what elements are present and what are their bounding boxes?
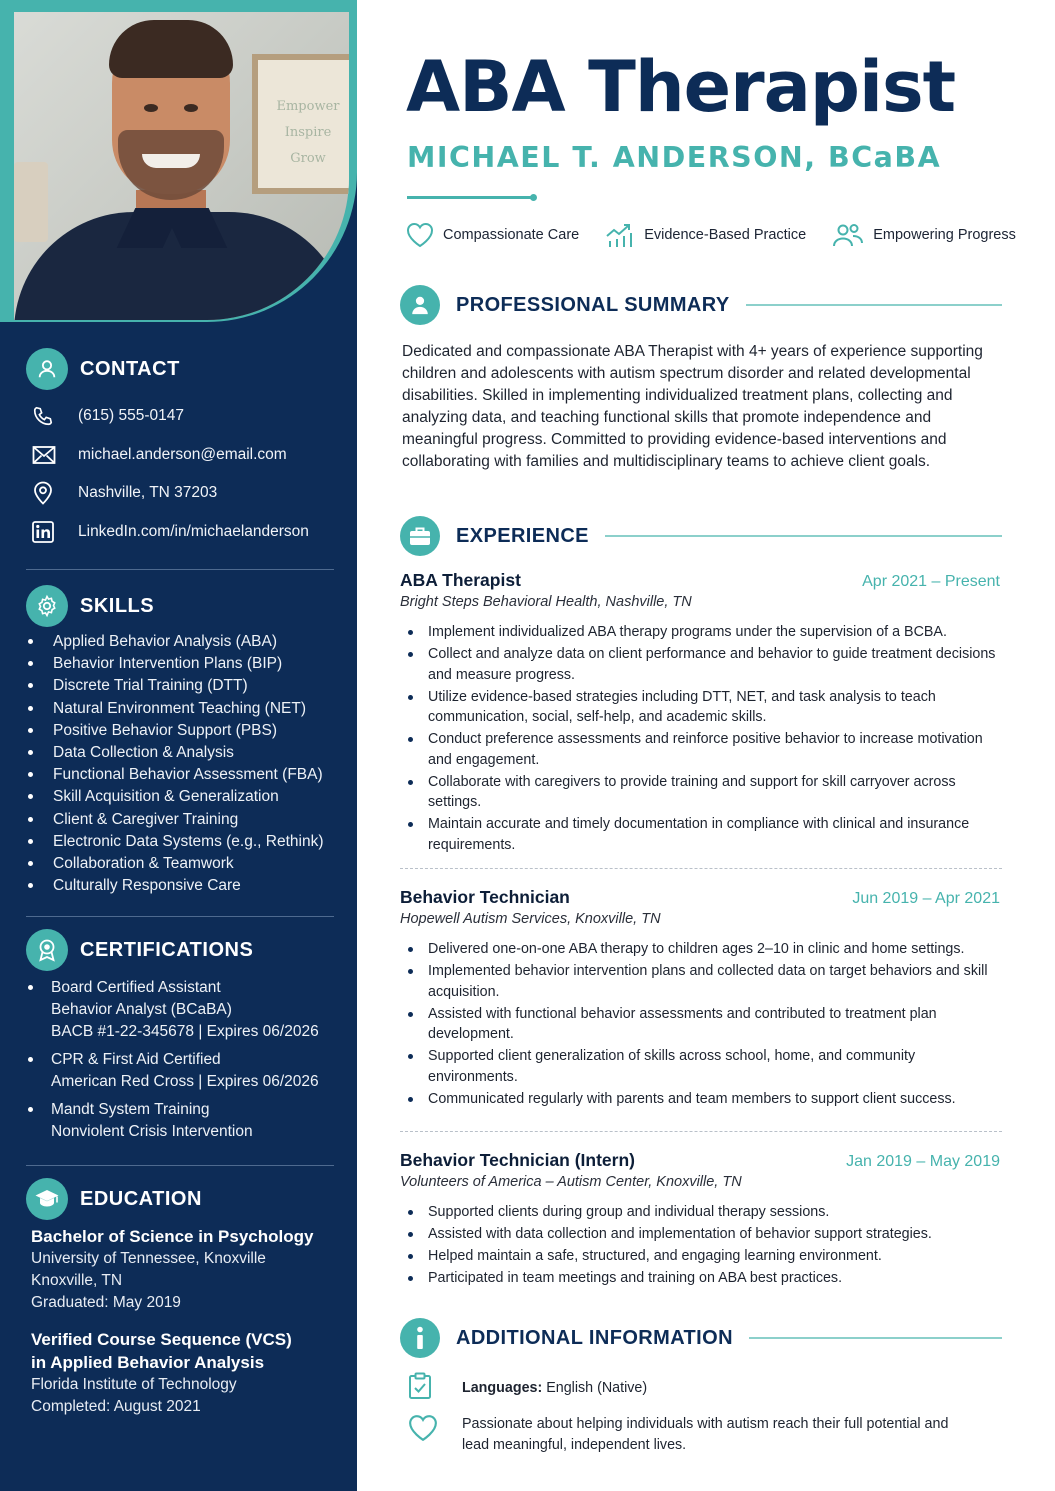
heart-icon bbox=[408, 1414, 438, 1442]
value-item bbox=[832, 222, 1016, 248]
experience-header bbox=[400, 515, 1002, 557]
section-rule bbox=[605, 535, 1002, 537]
job-bullets bbox=[400, 939, 1000, 1109]
additional-header bbox=[400, 1317, 1002, 1359]
job-bullets bbox=[400, 622, 1000, 855]
education-location: Knoxville, TN bbox=[31, 1272, 123, 1289]
job-bullets bbox=[400, 1202, 1000, 1289]
job-separator bbox=[400, 1131, 1002, 1132]
education-school: University of Tennessee, Knoxville bbox=[31, 1250, 266, 1267]
core-values bbox=[406, 222, 1016, 248]
person-hair bbox=[109, 20, 233, 78]
skills-title: SKILLS bbox=[80, 594, 155, 617]
value-label: Compassionate Care bbox=[443, 227, 580, 243]
job-organization: Hopewell Autism Services, Knoxville, TN bbox=[400, 911, 661, 927]
skill-item: Applied Behavior Analysis (ABA) bbox=[26, 631, 334, 653]
experience-title: EXPERIENCE bbox=[456, 524, 589, 547]
job-role: Behavior Technician (Intern) bbox=[400, 1150, 635, 1170]
certifications-section bbox=[26, 929, 334, 1149]
education-date: Graduated: May 2019 bbox=[31, 1294, 181, 1311]
job-bullet: Conduct preference assessments and reinforce positive behavior to increase motivation and engagement. bbox=[400, 729, 1000, 770]
skill-item: Electronic Data Systems (e.g., Rethink) bbox=[26, 831, 334, 853]
background-plant bbox=[14, 162, 48, 242]
languages-value: English (Native) bbox=[542, 1380, 648, 1396]
job-entry bbox=[400, 1150, 1000, 1290]
skill-item: Discrete Trial Training (DTT) bbox=[26, 675, 334, 697]
certifications-list bbox=[26, 977, 334, 1143]
person-icon bbox=[400, 285, 440, 325]
summary-text: Dedicated and compassionate ABA Therapist with 4+ years of experience supporting children and adolescents with autism spectrum disorder and related developmental disabilities. Skilled in implementing individualized treatment plans, collecting and analyzing data, and teaching functional skills that promote independence and meaningful progress. Committed to providing evidence-based interventions and collaborating with families and multidisciplinary teams to achieve client goals. bbox=[402, 343, 983, 470]
skill-item: Behavior Intervention Plans (BIP) bbox=[26, 653, 334, 675]
contact-header bbox=[26, 348, 334, 390]
education-item bbox=[31, 1225, 334, 1314]
skill-item: Data Collection & Analysis bbox=[26, 742, 334, 764]
education-degree: Verified Course Sequence (VCS) bbox=[31, 1330, 292, 1349]
job-bullet: Participated in team meetings and training on ABA best practices. bbox=[400, 1268, 1000, 1289]
people-icon bbox=[832, 222, 864, 248]
job-bullet: Helped maintain a safe, structured, and engaging learning environment. bbox=[400, 1246, 1000, 1267]
email-text: michael.anderson@email.com bbox=[78, 445, 287, 463]
job-bullet: Implemented behavior intervention plans and collected data on target behaviors and skill acquisition. bbox=[400, 961, 1000, 1002]
location-text: Nashville, TN 37203 bbox=[78, 484, 218, 502]
certification-item bbox=[26, 1099, 334, 1143]
info-icon bbox=[400, 1318, 440, 1358]
job-dates: Jan 2019 – May 2019 bbox=[846, 1153, 1000, 1170]
languages-label: Languages: bbox=[462, 1380, 543, 1396]
certifications-title: CERTIFICATIONS bbox=[80, 938, 254, 961]
passion-text: Passionate about helping individuals with autism reach their full potential and lead meaningful, independent lives. bbox=[462, 1416, 949, 1453]
section-rule bbox=[746, 304, 1002, 306]
frame-text: Inspire bbox=[284, 125, 332, 140]
person-icon bbox=[26, 348, 68, 390]
summary-title: PROFESSIONAL SUMMARY bbox=[456, 293, 730, 316]
job-role: Behavior Technician bbox=[400, 887, 570, 907]
job-entry bbox=[400, 887, 1000, 1111]
map-pin-icon bbox=[32, 481, 54, 505]
additional-title: ADDITIONAL INFORMATION bbox=[456, 1326, 733, 1349]
job-separator bbox=[400, 868, 1002, 869]
job-bullet: Supported clients during group and individual therapy sessions. bbox=[400, 1202, 1000, 1223]
certification-item bbox=[26, 977, 334, 1043]
skill-item: Collaboration & Teamwork bbox=[26, 853, 334, 875]
certification-line: Nonviolent Crisis Intervention bbox=[51, 1123, 253, 1140]
skills-list bbox=[26, 631, 334, 897]
certification-line: Board Certified Assistant bbox=[51, 979, 221, 996]
sidebar-divider bbox=[26, 916, 334, 917]
education-section bbox=[26, 1178, 334, 1432]
section-rule bbox=[749, 1337, 1002, 1339]
job-bullet: Assisted with data collection and implementation of behavior support strategies. bbox=[400, 1224, 1000, 1245]
education-list bbox=[26, 1225, 334, 1418]
graduation-cap-icon bbox=[26, 1178, 68, 1220]
contact-location bbox=[26, 474, 334, 513]
job-bullet: Supported client generalization of skills across school, home, and community environments. bbox=[400, 1046, 1000, 1087]
briefcase-icon bbox=[400, 516, 440, 556]
education-item bbox=[31, 1328, 334, 1418]
skills-header bbox=[26, 585, 334, 627]
education-header bbox=[26, 1178, 334, 1220]
job-organization: Bright Steps Behavioral Health, Nashville, TN bbox=[400, 594, 692, 610]
job-entry bbox=[400, 570, 1000, 857]
job-bullet: Collect and analyze data on client performance and behavior to guide treatment decisions and measure progress. bbox=[400, 644, 1000, 685]
certification-line: American Red Cross | Expires 06/2026 bbox=[51, 1073, 319, 1090]
certification-line: BACB #1-22-345678 | Expires 06/2026 bbox=[51, 1023, 319, 1040]
value-label: Empowering Progress bbox=[873, 227, 1016, 243]
frame-text: Grow bbox=[290, 151, 326, 166]
candidate-name: MICHAEL T. ANDERSON, BCaBA bbox=[407, 141, 942, 174]
person-smile bbox=[142, 154, 200, 168]
award-ribbon-icon bbox=[26, 929, 68, 971]
certification-line: Mandt System Training bbox=[51, 1101, 210, 1118]
certification-line: CPR & First Aid Certified bbox=[51, 1051, 221, 1068]
contact-title: CONTACT bbox=[80, 357, 180, 380]
value-item bbox=[605, 222, 806, 248]
languages-row bbox=[408, 1372, 968, 1404]
skill-item: Culturally Responsive Care bbox=[26, 875, 334, 897]
profile-photo bbox=[0, 0, 357, 322]
skill-item: Positive Behavior Support (PBS) bbox=[26, 720, 334, 742]
summary-header bbox=[400, 284, 1002, 326]
certifications-header bbox=[26, 929, 334, 971]
person-eye bbox=[144, 104, 158, 112]
job-bullet: Assisted with functional behavior assessments and contributed to treatment plan development. bbox=[400, 1004, 1000, 1045]
sidebar-divider bbox=[26, 1165, 334, 1166]
job-bullet: Communicated regularly with parents and team members to support client success. bbox=[400, 1089, 1000, 1110]
clipboard-check-icon bbox=[408, 1372, 432, 1400]
job-role: ABA Therapist bbox=[400, 570, 521, 590]
passion-row bbox=[408, 1414, 968, 1455]
skill-item: Skill Acquisition & Generalization bbox=[26, 786, 334, 808]
wall-frame bbox=[252, 54, 349, 194]
heart-icon bbox=[406, 222, 434, 248]
job-bullet: Delivered one-on-one ABA therapy to children ages 2–10 in clinic and home settings. bbox=[400, 939, 1000, 960]
linkedin-icon bbox=[32, 521, 54, 543]
certification-item bbox=[26, 1049, 334, 1093]
skill-item: Client & Caregiver Training bbox=[26, 809, 334, 831]
skills-section bbox=[26, 585, 334, 897]
linkedin-text: LinkedIn.com/in/michaelanderson bbox=[78, 522, 309, 540]
skill-item: Functional Behavior Assessment (FBA) bbox=[26, 764, 334, 786]
value-label: Evidence-Based Practice bbox=[644, 227, 807, 243]
contact-email[interactable] bbox=[26, 436, 334, 475]
page-title: ABA Therapist bbox=[406, 46, 956, 128]
contact-linkedin[interactable] bbox=[26, 513, 334, 552]
growth-chart-icon bbox=[605, 222, 635, 248]
gear-icon bbox=[26, 585, 68, 627]
job-bullet: Maintain accurate and timely documentation in compliance with clinical and insurance requirements. bbox=[400, 814, 1000, 855]
frame-text: Empower bbox=[276, 99, 340, 114]
job-bullet: Utilize evidence-based strategies including DTT, NET, and task analysis to teach communication, social, self-help, and academic skills. bbox=[400, 687, 1000, 728]
photo-image bbox=[14, 12, 349, 320]
contact-phone[interactable] bbox=[26, 397, 334, 436]
education-degree: Bachelor of Science in Psychology bbox=[31, 1227, 314, 1246]
education-degree: in Applied Behavior Analysis bbox=[31, 1353, 265, 1372]
main-content bbox=[400, 0, 1016, 1491]
name-underline bbox=[407, 196, 533, 199]
sidebar-divider bbox=[26, 569, 334, 570]
education-title: EDUCATION bbox=[80, 1187, 202, 1210]
name-underline-dot bbox=[530, 194, 537, 201]
phone-icon bbox=[32, 405, 54, 427]
envelope-icon bbox=[32, 445, 56, 465]
value-item bbox=[406, 222, 579, 248]
certification-line: Behavior Analyst (BCaBA) bbox=[51, 1001, 232, 1018]
job-bullet: Collaborate with caregivers to provide training and support for skill carryover across settings. bbox=[400, 772, 1000, 813]
job-organization: Volunteers of America – Autism Center, Knoxville, TN bbox=[400, 1174, 742, 1190]
education-school: Florida Institute of Technology bbox=[31, 1376, 237, 1393]
education-date: Completed: August 2021 bbox=[31, 1398, 201, 1415]
job-dates: Jun 2019 – Apr 2021 bbox=[852, 890, 1000, 907]
job-bullet: Implement individualized ABA therapy programs under the supervision of a BCBA. bbox=[400, 622, 1000, 643]
contact-section bbox=[26, 348, 334, 551]
person-eye bbox=[184, 104, 198, 112]
phone-text: (615) 555-0147 bbox=[78, 407, 184, 425]
job-dates: Apr 2021 – Present bbox=[862, 573, 1000, 590]
sidebar bbox=[0, 0, 357, 1491]
skill-item: Natural Environment Teaching (NET) bbox=[26, 698, 334, 720]
